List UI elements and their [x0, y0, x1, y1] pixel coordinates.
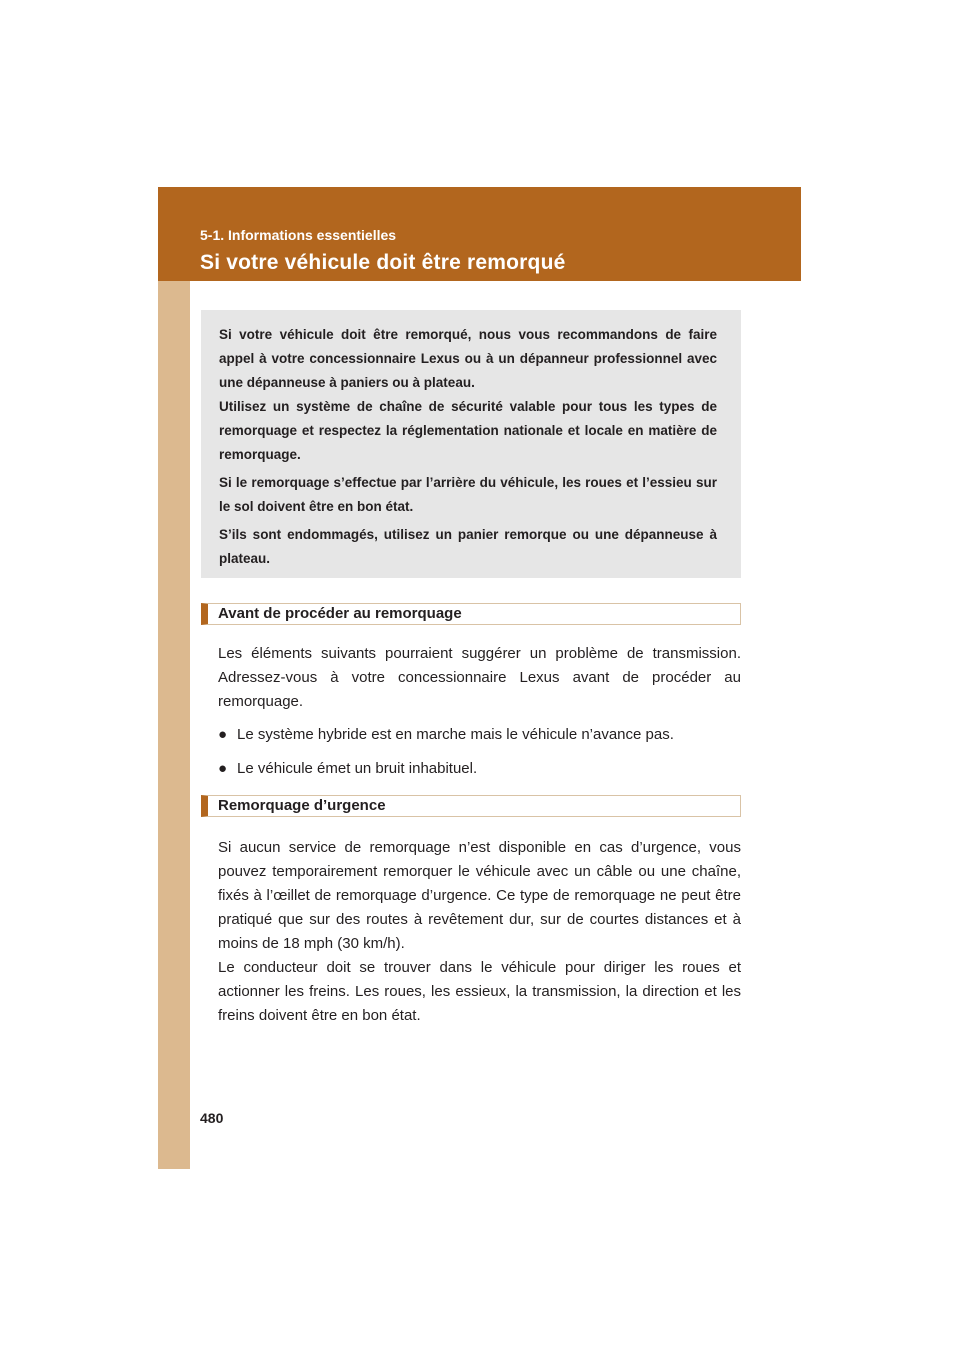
intro-box — [201, 310, 741, 578]
section-body-emergency-towing — [218, 836, 741, 1037]
list-item-text: Le véhicule émet un bruit inhabituel. — [237, 760, 478, 777]
list-item — [218, 757, 741, 781]
section-paragraph: Le conducteur doit se trouver dans le véhicule pour diriger les roues et actionner les freins. Les roues, les essieux, la transmission, la direction et les freins doivent être en bon état. — [218, 959, 741, 1024]
bullet-icon: ● — [218, 726, 228, 743]
section-body-before-towing — [218, 642, 741, 791]
section-heading-before-towing: Avant de procéder au remorquage — [201, 603, 741, 625]
section-heading-emergency-towing: Remorquage d’urgence — [201, 795, 741, 817]
intro-paragraph: Si votre véhicule doit être remorqué, nous vous recommandons de faire appel à votre concessionnaire Lexus ou à un dépanneur professionnel avec une dépanneuse à paniers ou à plateau. — [219, 327, 717, 390]
page-number: 480 — [200, 1110, 224, 1126]
bullet-icon: ● — [218, 760, 228, 777]
side-bar — [158, 281, 190, 1169]
chapter-header — [158, 187, 801, 281]
intro-paragraph: S’ils sont endommagés, utilisez un panier remorque ou une dépanneuse à plateau. — [219, 527, 717, 566]
section-paragraph: Si aucun service de remorquage n’est disponible en cas d’urgence, vous pouvez temporairement remorquer le véhicule avec un câble ou une chaîne, fixés à l’œillet de remorquage d’urgence. Ce type de remorquage ne peut être pratiqué que sur des routes à revêtement dur, sur de courtes distances et à moins de 18 mph (30 km/h). — [218, 839, 741, 952]
list-item-text: Le système hybride est en marche mais le véhicule n’avance pas. — [237, 726, 674, 743]
intro-paragraph: Utilisez un système de chaîne de sécurité valable pour tous les types de remorquage et respectez la réglementation nationale et locale en matière de remorquage. — [219, 399, 717, 462]
list-item — [218, 723, 741, 747]
section-label: 5-1. Informations essentielles — [200, 227, 397, 243]
intro-paragraph: Si le remorquage s’effectue par l’arrière du véhicule, les roues et l’essieu sur le sol doivent être en bon état. — [219, 475, 717, 514]
page-title: Si votre véhicule doit être remorqué — [200, 251, 566, 274]
section-paragraph: Les éléments suivants pourraient suggérer un problème de transmission. Adressez-vous à votre concessionnaire Lexus avant de procéder au remorquage. — [218, 645, 741, 710]
